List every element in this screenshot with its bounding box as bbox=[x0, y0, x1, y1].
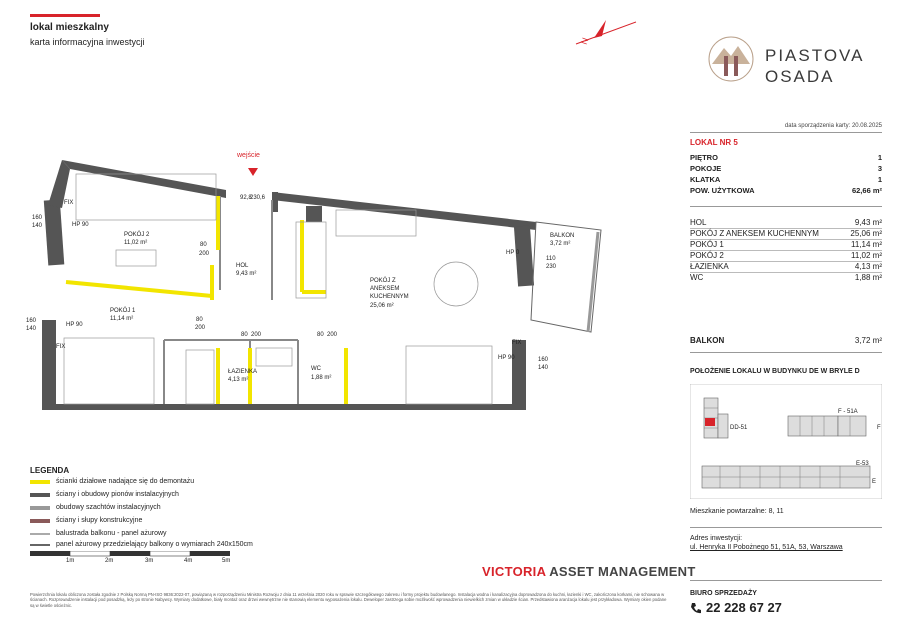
logo-line1: PIASTOVA bbox=[765, 46, 865, 65]
room-pokoj2-area: 11,02 m² bbox=[124, 240, 148, 246]
header-accent-bar bbox=[30, 14, 100, 17]
card-date: data sporządzenia karty: 20.08.2025 bbox=[784, 123, 882, 129]
room-wc-name: WC bbox=[311, 366, 321, 372]
hp90-c: HP 90 bbox=[498, 355, 515, 361]
fix-1: FIX bbox=[64, 200, 74, 206]
hp90-a: HP 90 bbox=[72, 222, 89, 228]
victoria-brand bbox=[482, 564, 696, 579]
adres-value: ul. Henryka II Pobożnego 51, 51A, 53, Warszawa bbox=[690, 544, 843, 551]
phone-icon bbox=[690, 602, 702, 614]
adres-label: Adres inwestycji: bbox=[690, 535, 743, 542]
room-salon-line2: ANEKSEM bbox=[370, 286, 400, 292]
room-pokoj2-name: POKÓJ 2 bbox=[124, 232, 150, 238]
area-row-hol: HOL 9,43 m² bbox=[690, 218, 882, 227]
phone-number[interactable]: 22 228 67 27 bbox=[706, 600, 782, 615]
dim-140a: 140 bbox=[32, 223, 43, 229]
dim-200c: 200 bbox=[251, 332, 262, 338]
dim-92-8: 92,8 bbox=[240, 195, 252, 201]
entrance-label: wejście bbox=[237, 152, 260, 159]
legend-item-wall: ściany i obudowy pionów instalacyjnych bbox=[30, 491, 179, 498]
page-subtitle: karta informacyjna inwestycji bbox=[30, 37, 145, 47]
legend-swatch bbox=[30, 506, 50, 510]
dim-200b: 200 bbox=[195, 325, 206, 331]
divider bbox=[690, 527, 882, 528]
room-balkon-area: 3,72 m² bbox=[550, 241, 571, 247]
dim-110: 110 bbox=[546, 256, 556, 262]
biuro-label: BIURO SPRZEDAŻY bbox=[690, 590, 757, 597]
location-title: POŁOŻENIE LOKALU W BUDYNKU DE W BRYLE D bbox=[690, 368, 860, 375]
balkon-row: BALKON 3,72 m² bbox=[690, 336, 882, 345]
area-row-wc: WC 1,88 m² bbox=[690, 273, 882, 282]
legend-item-balustrada: balustrada balkonu - panel ażurowy bbox=[30, 530, 167, 537]
dim-230-6: 230,6 bbox=[250, 195, 266, 201]
dim-160c: 160 bbox=[538, 357, 549, 363]
building-location-map bbox=[690, 384, 882, 499]
dim-80d: 80 bbox=[317, 332, 324, 338]
legend-item-shaft: obudowy szachtów instalacyjnych bbox=[30, 504, 161, 511]
room-pokoj1-name: POKÓJ 1 bbox=[110, 308, 136, 314]
svg-text:N: N bbox=[578, 36, 591, 46]
dim-200d: 200 bbox=[327, 332, 338, 338]
divider bbox=[690, 352, 882, 353]
room-hol-name: HOL bbox=[236, 263, 249, 269]
area-row-pokoj1: POKÓJ 1 11,14 m² bbox=[690, 240, 882, 249]
legend-swatch bbox=[30, 480, 50, 484]
room-salon-line1: POKÓJ Z bbox=[370, 278, 396, 284]
page-title: lokal mieszkalny bbox=[30, 22, 109, 33]
map-label-f: F bbox=[877, 425, 881, 431]
legend-title: LEGENDA bbox=[30, 466, 70, 475]
lokal-number: LOKAL NR 5 bbox=[690, 138, 738, 147]
legend-swatch bbox=[30, 519, 50, 523]
scale-5m: 5m bbox=[222, 558, 231, 564]
divider bbox=[690, 132, 882, 133]
info-row-pietro: PIĘTRO 1 bbox=[690, 153, 882, 162]
legend-swatch bbox=[30, 533, 50, 535]
divider bbox=[690, 580, 882, 581]
room-salon-area: 25,06 m² bbox=[370, 303, 394, 309]
brand-victoria: VICTORIA bbox=[482, 564, 546, 579]
dim-80a: 80 bbox=[200, 242, 207, 248]
info-row-klatka: KLATKA 1 bbox=[690, 175, 882, 184]
disclaimer: Powierzchnia lokalu obliczona została zgodnie z Polską Normą PN-ISO 9836:2022-07, powiązaną w rozporządzeniu Ministra Rozwoju z dnia 11 września 2020 roku w sprawie szczegółowego zakresu i formy projektu budowlanego. Instalacja wodna i kanalizacyjna doprowadzona do kuchni, łazienki i WC, zakończona korkami, nie schowana w ścianach. Rozprowadzenie instalacji pod posadzką, leży po stronie Nabywcy. Wymiary dodatkowe, biały montaż oraz drzwi wewnętrzne nie stanowią elementu wyposażenia lokalu. Deweloper zastrzega sobie możliwość wprowadzenia niewielkich zmian w układzie ścian. Przedstawiona aranżacja lokalu jest przykładowa. Wymiary okien podane są w świetle ościeżnic. bbox=[30, 592, 667, 608]
room-pokoj1-area: 11,14 m² bbox=[110, 316, 134, 322]
scale-4m: 4m bbox=[184, 558, 193, 564]
dim-160a: 160 bbox=[32, 215, 43, 221]
powtarzalne: Mieszkanie powtarzalne: 8, 11 bbox=[690, 508, 784, 515]
info-row-pow: POW. UŻYTKOWA 62,66 m² bbox=[690, 186, 882, 195]
dim-140c: 140 bbox=[538, 365, 549, 371]
dim-200a: 200 bbox=[199, 251, 210, 257]
legend-swatch bbox=[30, 493, 50, 497]
room-lazienka-name: ŁAZIENKA bbox=[228, 369, 258, 375]
map-label-e53: E-53 bbox=[856, 461, 869, 467]
area-row-pokoj2: POKÓJ 2 11,02 m² bbox=[690, 251, 882, 260]
north-arrow-icon bbox=[572, 14, 642, 48]
legend-item-struct: ściany i słupy konstrukcyjne bbox=[30, 517, 142, 524]
room-balkon-name: BALKON bbox=[550, 233, 575, 239]
room-lazienka-area: 4,13 m² bbox=[228, 377, 249, 383]
dim-230: 230 bbox=[546, 264, 557, 270]
room-hol-area: 9,43 m² bbox=[236, 271, 257, 277]
scale-1m: 1m bbox=[66, 558, 75, 564]
legend-item-yellow: ścianki działowe nadające się do demontażu bbox=[30, 478, 194, 485]
dim-140b: 140 bbox=[26, 326, 37, 332]
scale-2m: 2m bbox=[105, 558, 114, 564]
logo-line2: OSADA bbox=[765, 67, 835, 86]
map-label-e: E bbox=[872, 479, 877, 485]
room-salon-line3: KUCHENNYM bbox=[370, 294, 409, 300]
dim-160b: 160 bbox=[26, 318, 37, 324]
map-label-dd: DD-51 bbox=[730, 425, 748, 431]
dim-80c: 80 bbox=[241, 332, 248, 338]
info-row-pokoje: POKOJE 3 bbox=[690, 164, 882, 173]
brand-asset: ASSET MANAGEMENT bbox=[549, 564, 696, 579]
fix-2: FIX bbox=[56, 344, 66, 350]
area-row-lazienka: ŁAZIENKA 4,13 m² bbox=[690, 262, 882, 271]
scale-3m: 3m bbox=[145, 558, 154, 564]
legend-swatch bbox=[30, 544, 50, 546]
scale-bar bbox=[30, 551, 262, 557]
map-label-f51: F - 51A bbox=[838, 409, 858, 415]
logo-text bbox=[765, 45, 864, 87]
legend-item-panel: panel ażurowy przedzielający balkony o wymiarach 240x150cm bbox=[30, 541, 253, 548]
area-row-salon: POKÓJ Z ANEKSEM KUCHENNYM 25,06 m² bbox=[690, 229, 882, 238]
hp90-b: HP 90 bbox=[66, 322, 83, 328]
dim-80b: 80 bbox=[196, 317, 203, 323]
logo-icon bbox=[706, 34, 756, 84]
room-wc-area: 1,88 m² bbox=[311, 375, 332, 381]
divider bbox=[690, 206, 882, 207]
fix-3: FIX bbox=[512, 340, 522, 346]
hp0: HP 0 bbox=[506, 250, 520, 256]
